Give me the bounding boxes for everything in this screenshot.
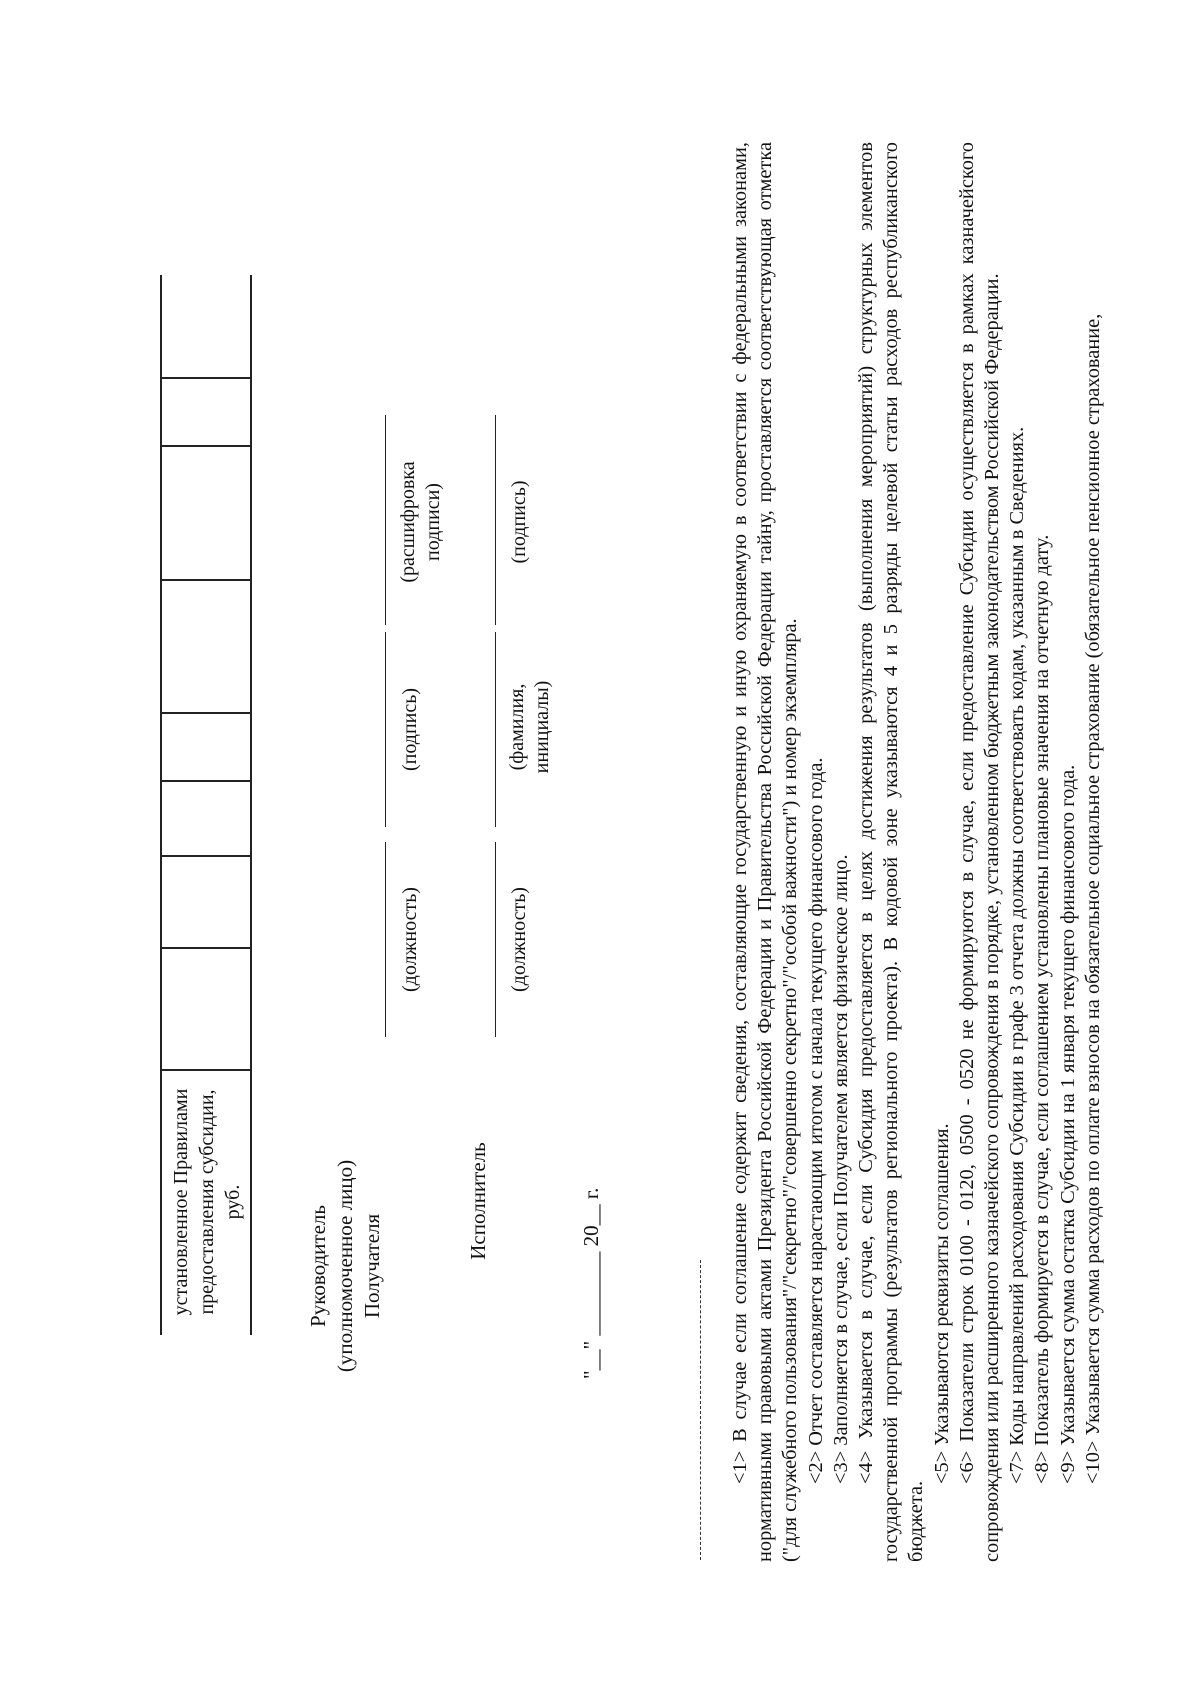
footnote-6: <6> Показатели строк 0100 - 0120, 0500 - 0520 не формируются в случае, если предоставление Субсидии осуществляется в рамках казначейского сопровождения или расширенного казначейского сопровождения в порядке, установленном бюджетным законодательством Российской Федерации. [955, 142, 1004, 1562]
exec-signature-line [495, 415, 496, 625]
table-fragment [0, 0, 280, 1697]
footnote-8: <8> Показатель формируется в случае, если соглашением установлены плановые значения на отчетную дату. [1031, 534, 1054, 1484]
footnote-3: <3> Заполняется в случае, если Получателем является физическое лицо. [829, 854, 852, 1484]
head-signature-line [385, 632, 386, 827]
table-col-divider [160, 855, 250, 857]
table-col-divider [160, 445, 250, 447]
head-position-line [385, 842, 386, 1037]
table-col-divider [160, 712, 250, 714]
table-col-divider [160, 579, 250, 581]
footnote-7: <7> Коды направлений расходования Субсидии в графе 3 отчета должны соответствовать кодам, указанным в Сведениях. [1006, 426, 1029, 1484]
footnote-1: <1> В случае если соглашение содержит сведения, составляющие государственную и иную охраняемую в соответствии с федеральными законами, нормативными правовыми актами Президента Российской Федерации и Правительства Российской Федерации тайну, проставляется соответствующая отметка ("для служебного пользования"/"секретно"/"совершенно секретно"/"особой важности") и номер экземпляра. [729, 142, 802, 1562]
exec-name-line [495, 632, 496, 827]
executor-role-label: Исполнитель [466, 1142, 490, 1260]
date-line: "__" ________ 20__ г. [579, 1187, 603, 1379]
table-top-border [160, 275, 162, 1335]
footnote-9: <9> Указывается сумма остатка Субсидии на 1 января текущего финансового года. [1056, 764, 1079, 1484]
table-col-divider [160, 377, 250, 379]
table-bottom-border [250, 275, 252, 1335]
table-col-divider [160, 947, 250, 949]
footnote-5: <5> Указываются реквизиты соглашения. [930, 1123, 953, 1484]
footnote-2: <2> Отчет составляется нарастающим итогом с начала текущего финансового года. [804, 757, 827, 1484]
table-col-divider [160, 1069, 250, 1071]
table-first-cell-text: установленное Правилами предоставления субсидии, руб. [170, 1088, 244, 1316]
head-decipher-caption: (расшифровка подписи) [397, 461, 444, 583]
head-signature-caption: (подпись) [399, 687, 421, 772]
head-role-label: Руководитель (уполномоченное лицо) Получателя [306, 1159, 384, 1373]
table-col-divider [160, 780, 250, 782]
exec-position-line [495, 842, 496, 1037]
exec-signature-caption: (подпись) [508, 480, 530, 564]
footnote-separator [700, 1260, 701, 1560]
footnotes [728, 142, 1106, 1562]
head-position-caption: (должность) [399, 887, 421, 992]
exec-position-caption: (должность) [508, 887, 530, 992]
footnote-10: <10> Указывается сумма расходов по оплате взносов на обязательное социальное страхование (обязательное пенсионное страхование, [1081, 313, 1104, 1484]
head-decipher-line [385, 415, 386, 625]
footnote-4: <4> Указывается в случае, если Субсидия предоставляется в целях достижения результатов (выполнения мероприятий) структурных элементов государственной программы (результатов регионального проекта). В кодовой зоне указываются 4 и 5 разряды целевой статьи расходов республиканского бюджета. [855, 142, 928, 1562]
exec-name-caption: (фамилия, инициалы) [506, 680, 553, 774]
